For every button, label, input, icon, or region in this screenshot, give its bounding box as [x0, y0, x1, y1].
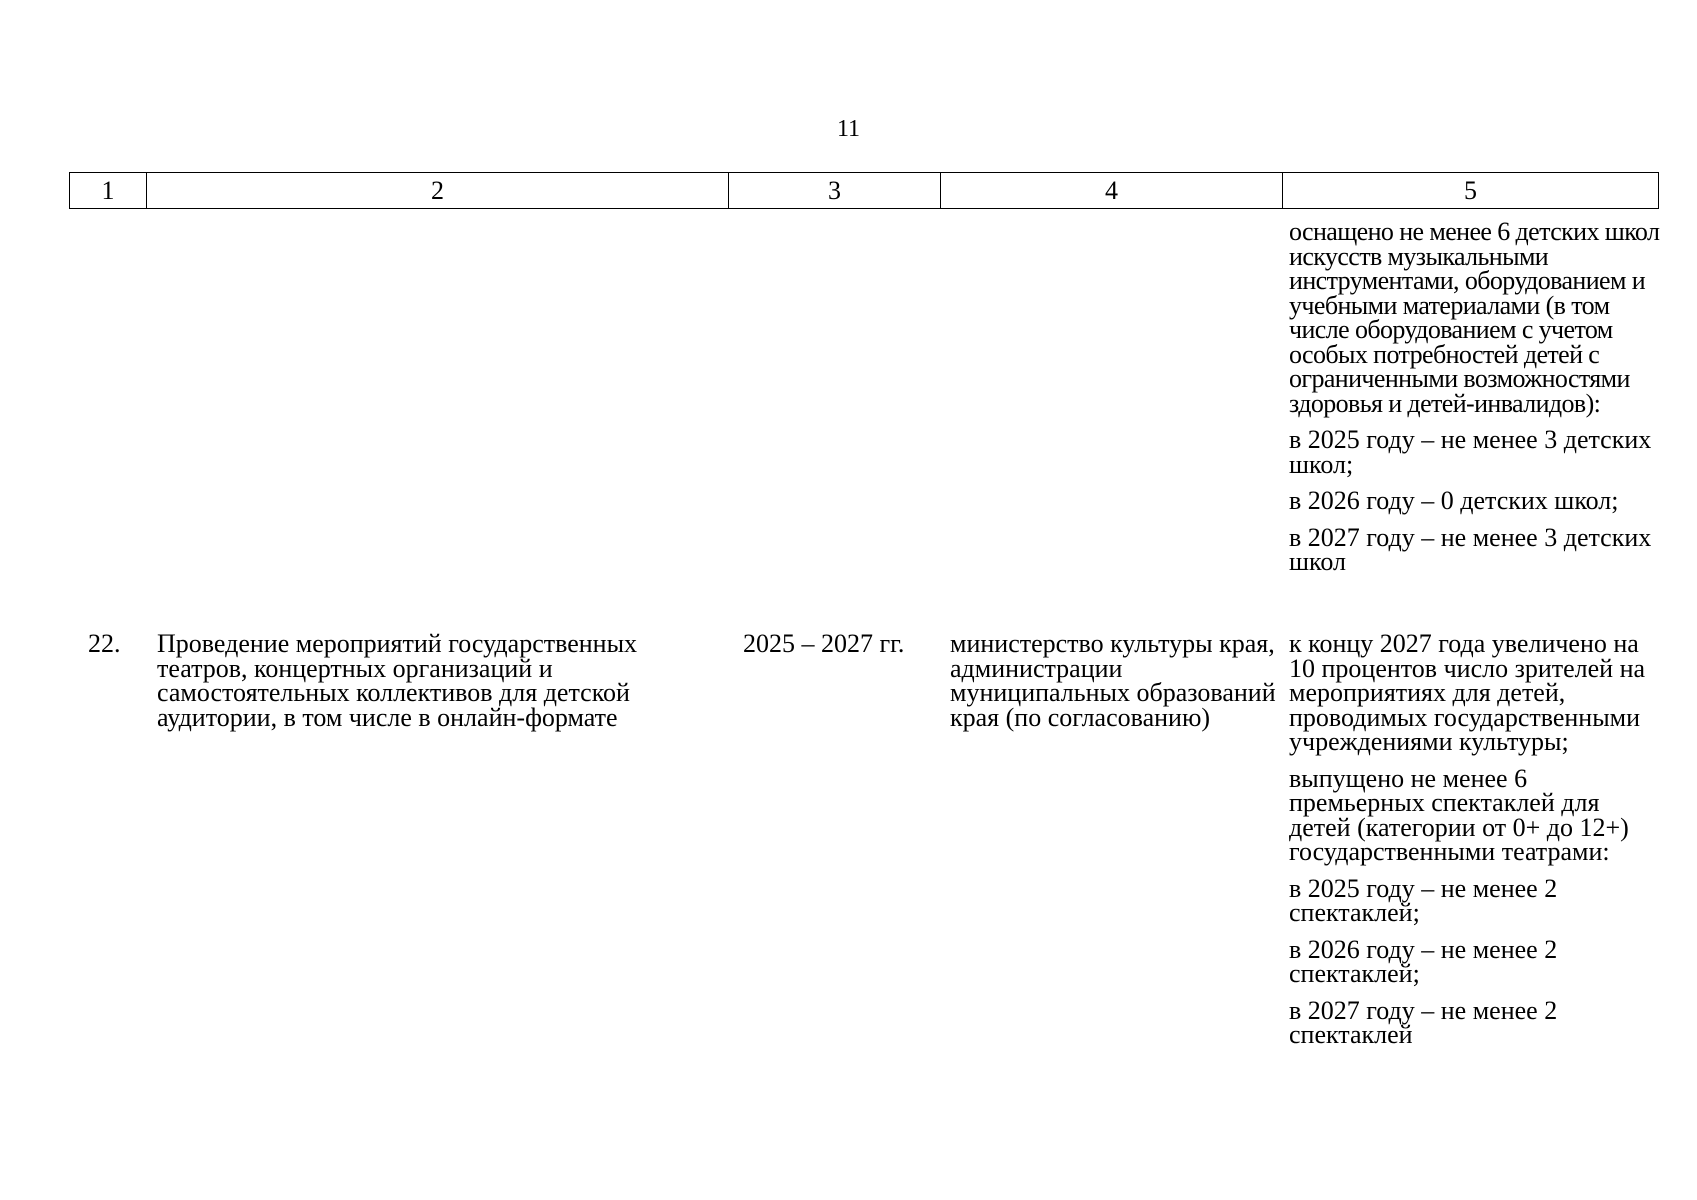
header-col-4: 4 — [941, 173, 1283, 209]
result-paragraph: в 2027 году – не менее 3 детских школ — [1289, 522, 1652, 576]
header-col-5: 5 — [1283, 173, 1659, 209]
header-row — [70, 173, 1659, 209]
column-number-header — [69, 172, 1659, 209]
result-paragraph: в 2026 году – 0 детских школ; — [1289, 486, 1619, 515]
result-paragraph: оснащено не менее 6 детских школ искусств музыкальными инструментами, оборудованием и учебными материалами (в том числе оборудованием с учетом особых потребностей детей с ограниченными возможностями здоровья и детей-инвалидов): — [1289, 217, 1660, 418]
activity-title: Проведение мероприятий государственных театров, концертных организаций и самостоятельных коллективов для детской аудитории, в том числе в онлайн-формате — [157, 629, 638, 732]
row-number: 22. — [88, 629, 121, 658]
result-paragraph: в 2025 году – не менее 3 детских школ; — [1289, 425, 1652, 479]
result-paragraph: выпущено не менее 6 премьерных спектаклей для детей (категории от 0+ до 12+) государственными театрами: — [1289, 763, 1629, 866]
result-paragraph: в 2027 году – не менее 2 спектаклей — [1289, 995, 1558, 1049]
result-paragraph: к концу 2027 года увеличено на 10 процентов число зрителей на мероприятиях для детей, проводимых государственными учреждениями культуры; — [1289, 629, 1646, 756]
activity-period: 2025 – 2027 гг. — [743, 629, 905, 658]
responsible-party: министерство культуры края, администрации муниципальных образований края (по согласованию) — [950, 629, 1276, 732]
continuation-result-cell — [1289, 217, 1661, 576]
activity-results — [1289, 629, 1664, 1049]
header-col-3: 3 — [729, 173, 941, 209]
result-paragraph: в 2026 году – не менее 2 спектаклей; — [1289, 934, 1558, 988]
header-col-1: 1 — [70, 173, 147, 209]
result-paragraph: в 2025 году – не менее 2 спектаклей; — [1289, 873, 1558, 927]
page-number: 11 — [836, 116, 861, 142]
header-col-2: 2 — [147, 173, 729, 209]
